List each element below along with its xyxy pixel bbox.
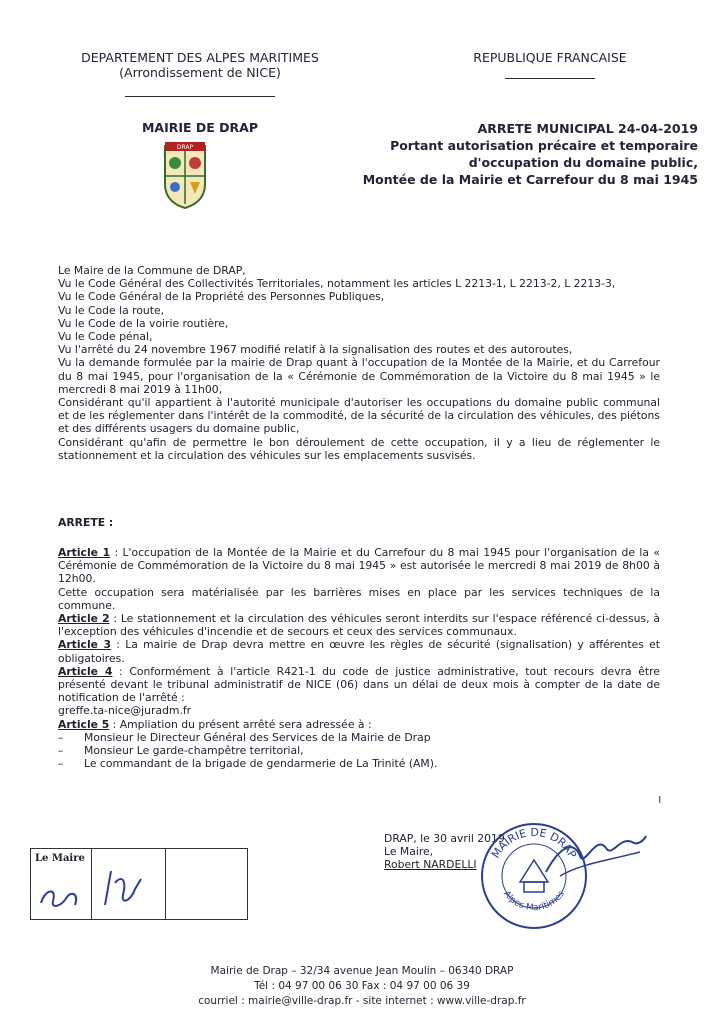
stray-mark: ı (658, 792, 662, 806)
mayor-handwritten-signature (540, 826, 650, 886)
article-1-label: Article 1 (58, 546, 111, 559)
article-3-text: : La mairie de Drap devra mettre en œuvre les règles de sécurité (signalisation) y afférentes et obligatoires. (58, 638, 660, 665)
signature-role: Le Maire, (384, 845, 434, 859)
preamble-line: Vu l'arrêté du 24 novembre 1967 modifié relatif à la signalisation des routes et des autoroutes, (58, 343, 573, 357)
right-header-rule (505, 78, 595, 79)
mairie-title: MAIRIE DE DRAP (141, 120, 259, 135)
preamble-line: Vu le Code la route, (58, 303, 165, 317)
article-2 (58, 612, 660, 638)
republic-header: REPUBLIQUE FRANCAISE (473, 50, 627, 65)
drap-crest-icon (163, 140, 207, 210)
preamble-line: Vu le Code pénal, (58, 330, 153, 344)
article-1-extra: Cette occupation sera matérialisée par les barrières mises en place par les services techniques de la commune. (58, 585, 660, 612)
arrete-subtitle-1: Portant autorisation précaire et temporaire (390, 138, 698, 153)
article-4-label: Article 4 (58, 664, 113, 678)
arrete-number: ARRETE MUNICIPAL 24-04-2019 (477, 121, 698, 136)
preamble-line: Le Maire de la Commune de DRAP, (58, 264, 246, 277)
article-1-text: : L'occupation de la Montée de la Mairie et du Carrefour du 8 mai 1945 pour l'organisation de la « Cérémonie de Commémoration de la Victoire du 8 mai 1945 » est autorisée le mercredi 8 mai 2019 de 8h00 à 12h00. (58, 546, 660, 586)
preamble-line: Vu le Code Général de la Propriété des Personnes Publiques, (58, 290, 385, 304)
article-4-text: : Conformément à l'article R421-1 du code de justice administrative, tout recours devra être présenté devant le tribunal administratif de NICE (06) dans un délai de deux mois à compter de la date de notification de l'arrêté : (58, 664, 660, 705)
initials-box-label: Le Maire (35, 853, 85, 864)
tribunal-email: greffe.ta-nice@juradm.fr (58, 704, 192, 718)
article-2-text: : Le stationnement et la circulation des véhicules seront interdits sur l'espace référencé ci-dessus, à l'exception des véhicules d'incendie et de secours et ceux des services communaux. (58, 612, 660, 639)
recipient-item: – Monsieur le Directeur Général des Services de la Mairie de Drap (58, 730, 431, 744)
footer-phone: Tél : 04 97 00 06 30 Fax : 04 97 00 06 39 (254, 980, 470, 992)
arrete-heading: ARRETE : (58, 516, 114, 529)
preamble-line: Vu la demande formulée par la mairie de Drap quant à l'occupation de la Montée de la Mairie, et du Carrefour du 8 mai 1945, pour l'organisation de la « Cérémonie de Commémoration de la Victoire du 8 mai 1945 » le mercredi 8 mai 2019 à 11h00, (58, 356, 660, 396)
arrondissement: (Arrondissement de NICE) (119, 65, 281, 80)
article-5-label: Article 5 (58, 717, 110, 731)
articles (58, 546, 660, 770)
article-2-label: Article 2 (58, 612, 110, 626)
preamble-line: Vu le Code Général des Collectivités Territoriales, notamment les articles L 2213-1, L 2213-2, L 2213-3, (58, 277, 616, 291)
arrete-subtitle-3: Montée de la Mairie et Carrefour du 8 mai 1945 (362, 172, 698, 187)
footer-contact: courriel : mairie@ville-drap.fr - site internet : www.ville-drap.fr (198, 995, 526, 1007)
signature-name: Robert NARDELLI (384, 858, 477, 872)
preamble-line: Considérant qu'il appartient à l'autorité municipale d'autoriser les occupations du domaine public communal et de les réglementer dans l'intérêt de la commodité, de la sécurité de la circulation des véhicules, des piétons et des différents usagers du domaine public, (58, 396, 660, 436)
article-5-text: : Ampliation du présent arrêté sera adressée à : (109, 717, 372, 731)
preamble (58, 264, 660, 462)
preamble-line: Considérant qu'afin de permettre le bon déroulement de cette occupation, il y a lieu de réglementer le stationnement et la circulation des véhicules sur les emplacements susvisés. (58, 435, 660, 462)
department-header (70, 50, 330, 80)
recipient-item: – Le commandant de la brigade de gendarmerie de La Trinité (AM). (58, 757, 438, 771)
article-4 (58, 665, 660, 705)
article-1 (58, 546, 660, 586)
signature-place-date: DRAP, le 30 avril 2019 (384, 832, 505, 845)
arrete-subtitle-2: d'occupation du domaine public, (468, 155, 698, 170)
footer-address: Mairie de Drap – 32/34 avenue Jean Moulin – 06340 DRAP (210, 965, 514, 977)
recipient-item: – Monsieur Le garde-champêtre territorial, (58, 744, 304, 758)
preamble-line: Vu le Code de la voirie routière, (58, 316, 229, 330)
left-header-rule (125, 96, 275, 97)
svg-text:Alpes Maritimes: Alpes Maritimes (501, 889, 567, 914)
svg-text:MAIRIE DE DRAP: MAIRIE DE DRAP (489, 825, 580, 861)
initials-box (30, 848, 248, 920)
department-name: DEPARTEMENT DES ALPES MARITIMES (81, 50, 319, 65)
arrete-title-block (340, 120, 698, 188)
svg-text:DRAP: DRAP (176, 144, 194, 151)
article-3-label: Article 3 (58, 638, 112, 652)
article-5 (58, 718, 660, 731)
footer (0, 964, 724, 1009)
article-3 (58, 638, 660, 664)
